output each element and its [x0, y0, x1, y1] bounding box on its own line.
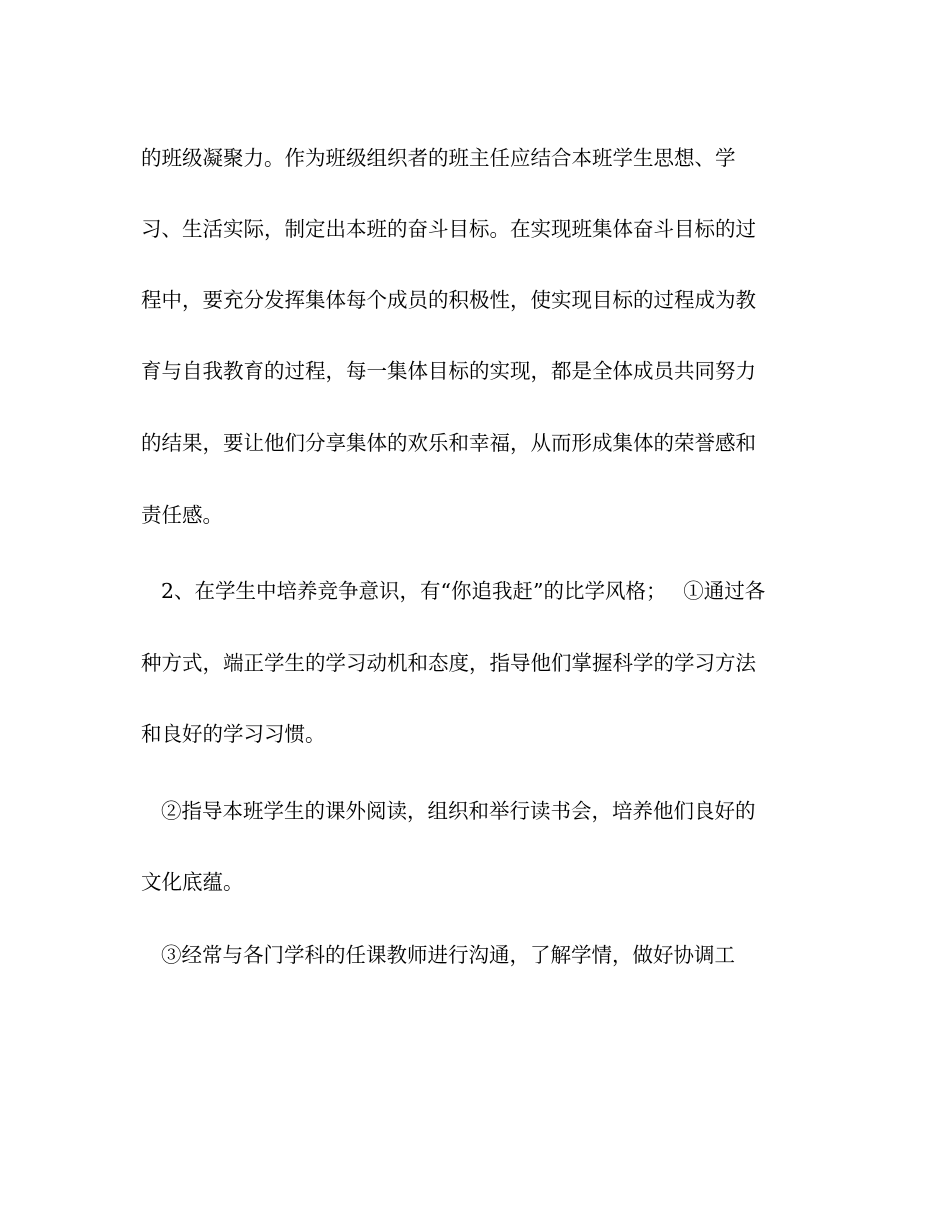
paragraph-line: ③经常与各门学科的任课教师进行沟通，了解学情，做好协调工 — [161, 943, 735, 967]
paragraph-line: 文化底蕴。 — [141, 870, 244, 894]
paragraph-line: 责任感。 — [141, 503, 223, 527]
paragraph-line: 育与自我教育的过程，每一集体目标的实现，都是全体成员共同努力 — [141, 359, 756, 383]
paragraph-line: 程中，要充分发挥集体每个成员的积极性，使实现目标的过程成为教 — [141, 288, 756, 312]
paragraph-line: 的班级凝聚力。作为班级组织者的班主任应结合本班学生思想、学 — [141, 146, 736, 170]
paragraph-line: 2、在学生中培养竞争意识，有“你追我赶”的比学风格； ①通过各 — [161, 579, 766, 603]
paragraph-line: ②指导本班学生的课外阅读，组织和举行读书会，培养他们良好的 — [161, 799, 756, 823]
paragraph-line: 习、生活实际，制定出本班的奋斗目标。在实现班集体奋斗目标的过 — [141, 217, 756, 241]
paragraph-line: 和良好的学习习惯。 — [141, 722, 326, 746]
paragraph-line: 种方式，端正学生的学习动机和态度，指导他们掌握科学的学习方法 — [141, 651, 756, 675]
paragraph-line: 的结果，要让他们分享集体的欢乐和幸福，从而形成集体的荣誉感和 — [141, 431, 756, 455]
